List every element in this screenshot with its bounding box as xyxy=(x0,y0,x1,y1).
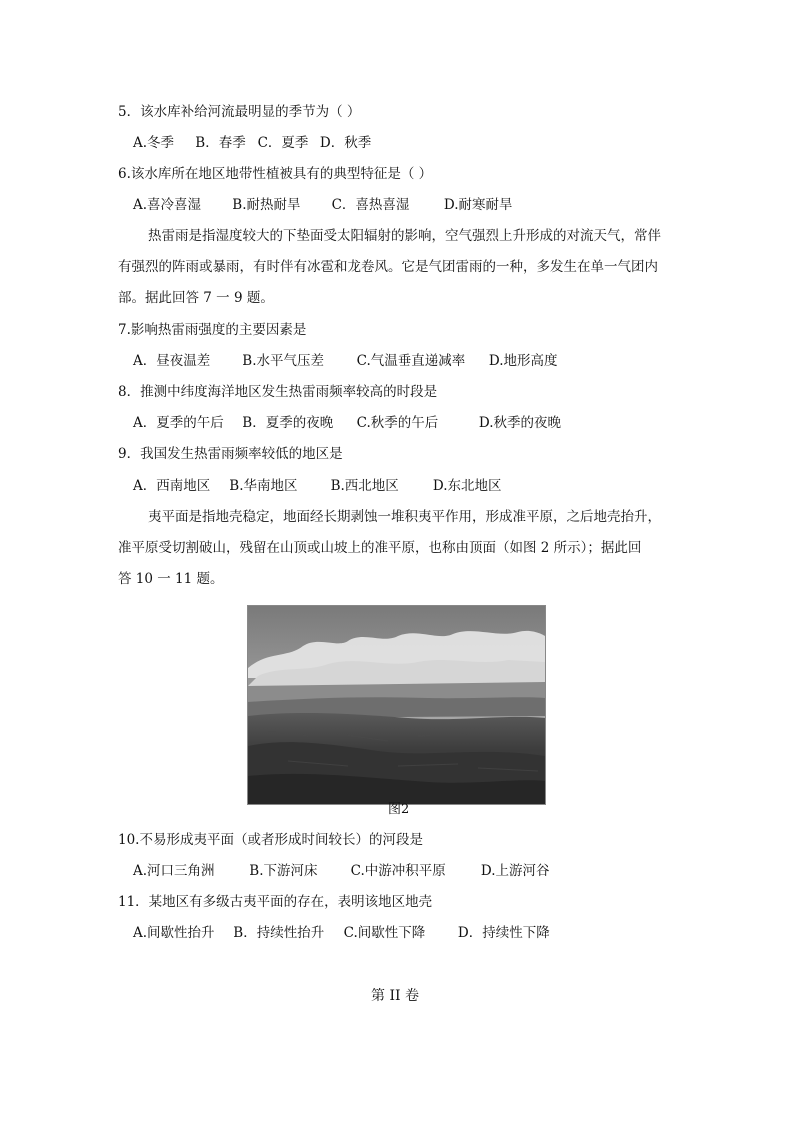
option-a: A．昼夜温差 xyxy=(133,353,211,369)
figure-2-photo xyxy=(247,605,546,805)
option-c: C.中游冲积平原 xyxy=(350,863,446,879)
passage-2-line-2: 准平原受切割破山，残留在山顶或山坡上的准平原，也称由顶面（如图 2 所示）；据此回 xyxy=(118,540,642,556)
option-d: D．持续性下降 xyxy=(457,925,550,941)
question-9-stem: 9．我国发生热雷雨频率较低的地区是 xyxy=(118,446,343,462)
option-c: B.西北地区 xyxy=(330,478,399,494)
option-c: C．喜热喜湿 xyxy=(331,197,410,213)
question-9-options xyxy=(133,476,502,496)
question-10-options xyxy=(133,861,550,881)
option-b: B.水平气压差 xyxy=(242,353,325,369)
option-c: C.秋季的午后 xyxy=(356,415,439,431)
option-a: A．西南地区 xyxy=(133,478,211,494)
option-b: B.耐热耐旱 xyxy=(232,197,301,213)
option-d: D．秋季 xyxy=(319,135,372,151)
option-d: D.东北地区 xyxy=(432,478,502,494)
option-d: D.上游河谷 xyxy=(480,863,550,879)
question-6-stem: 6.该水库所在地区地带性植被具有的典型特征是（ ） xyxy=(118,166,433,182)
option-a: A.间歇性抬升 xyxy=(133,925,215,941)
question-6-options xyxy=(133,195,513,215)
option-b: B．持续性抬升 xyxy=(233,925,325,941)
passage-2-line-1: 夷平面是指地壳稳定，地面经长期剥蚀一堆积夷平作用，形成准平原，之后地壳抬升， xyxy=(148,509,661,525)
section-title: 第 II 卷 xyxy=(371,988,419,1004)
option-a: A.喜冷喜湿 xyxy=(133,197,202,213)
passage-1-line-1: 热雷雨是指湿度较大的下垫面受太阳辐射的影响，空气强烈上升形成的对流天气，常伴 xyxy=(148,228,661,244)
passage-2-line-3: 答 10 一 11 题。 xyxy=(118,571,224,587)
option-b: B．夏季的夜晚 xyxy=(242,415,334,431)
question-11-stem: 11．某地区有多级古夷平面的存在，表明该地区地壳 xyxy=(118,894,433,910)
option-b: B.华南地区 xyxy=(229,478,298,494)
option-c: C.间歇性下降 xyxy=(343,925,426,941)
option-b: B．春季 xyxy=(195,135,246,151)
question-10-stem: 10.不易形成夷平面（或者形成时间较长）的河段是 xyxy=(118,832,423,848)
question-7-stem: 7.影响热雷雨强度的主要因素是 xyxy=(118,322,307,338)
option-a: A.河口三角洲 xyxy=(133,863,215,879)
figure-2-caption: 图2 xyxy=(388,802,410,817)
question-8-stem: 8．推测中纬度海洋地区发生热雷雨频率较高的时段是 xyxy=(118,384,438,400)
question-5-options xyxy=(133,133,371,153)
question-5-stem: 5．该水库补给河流最明显的季节为（ ） xyxy=(118,104,361,120)
option-c: C.气温垂直递减率 xyxy=(356,353,466,369)
question-7-options xyxy=(133,351,558,371)
option-b: B.下游河床 xyxy=(249,863,318,879)
option-a: A.冬季 xyxy=(133,135,175,151)
question-8-options xyxy=(133,413,561,433)
option-a: A．夏季的午后 xyxy=(133,415,224,431)
passage-1-line-2: 有强烈的阵雨或暴雨，有时伴有冰雹和龙卷风。它是气团雷雨的一种，多发生在单一气团内 xyxy=(118,259,658,275)
option-d: D.耐寒耐旱 xyxy=(443,197,513,213)
passage-1-line-3: 部。据此回答 7 一 9 题。 xyxy=(118,290,274,306)
option-d: D.秋季的夜晚 xyxy=(478,415,562,431)
question-11-options xyxy=(133,923,550,943)
option-d: D.地形高度 xyxy=(488,353,558,369)
option-c: C．夏季 xyxy=(257,135,309,151)
